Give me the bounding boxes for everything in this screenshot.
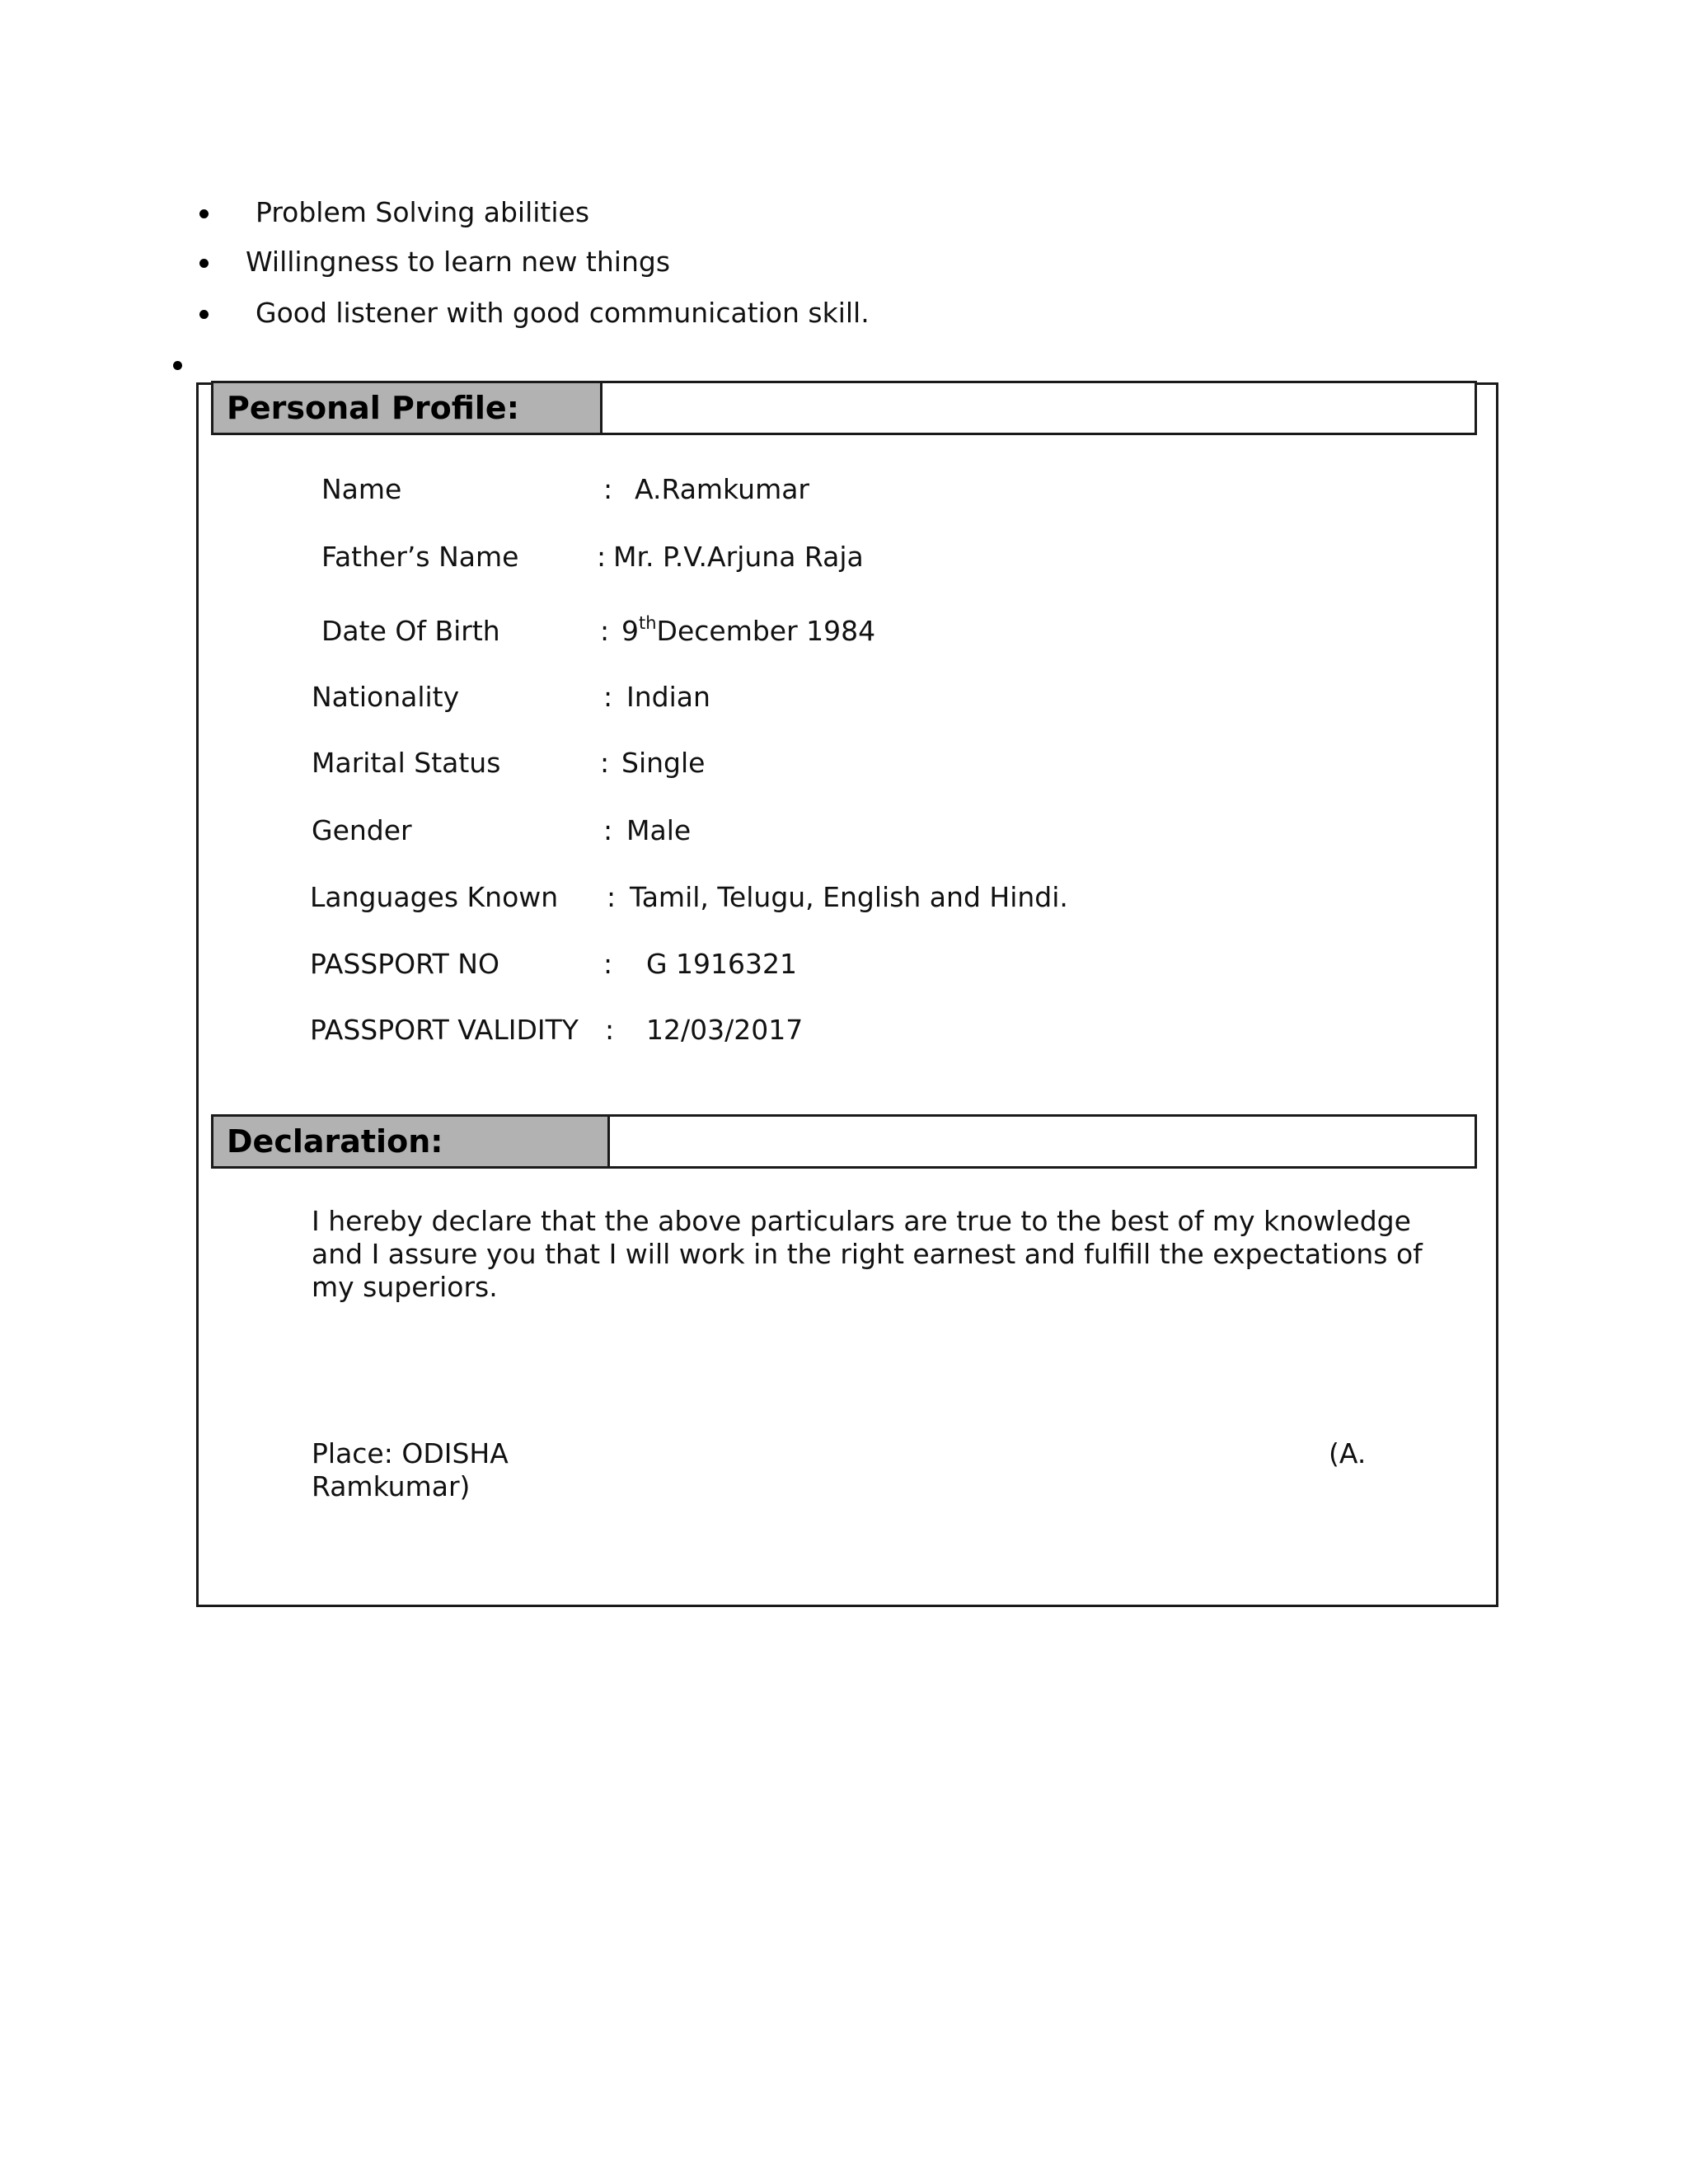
field-separator: : [600, 615, 610, 647]
field-separator: : [605, 1014, 615, 1046]
field-label: PASSPORT NO [310, 948, 499, 980]
personal-profile-header [211, 381, 1477, 435]
field-value: Indian [626, 681, 710, 713]
field-label: Languages Known [310, 881, 559, 913]
header-empty-cell [603, 383, 1475, 433]
declaration-header [211, 1114, 1477, 1169]
field-value: 12/03/2017 [646, 1014, 804, 1046]
field-separator: : [603, 473, 613, 505]
bullet-icon [199, 259, 209, 268]
bullet-icon [199, 310, 209, 319]
declaration-line: my superiors. [312, 1271, 498, 1303]
header-empty-cell [610, 1117, 1475, 1166]
field-value: Tamil, Telugu, English and Hindi. [630, 881, 1068, 913]
field-value: G 1916321 [646, 948, 798, 980]
signature-name-end: Ramkumar) [312, 1470, 471, 1502]
skill-item: Willingness to learn new things [246, 246, 671, 278]
personal-profile-heading: Personal Profile: [213, 383, 603, 433]
declaration-line: I hereby declare that the above particulars are true to the best of my knowledge [312, 1205, 1411, 1237]
dob-day: 9 [621, 615, 639, 647]
signature-name-start: (A. [1329, 1437, 1367, 1469]
field-label: Name [321, 473, 402, 505]
bullet-icon [173, 361, 182, 370]
bullet-icon [199, 209, 209, 218]
field-separator: : [603, 948, 613, 980]
field-separator: : [607, 881, 617, 913]
declaration-line: and I assure you that I will work in the right earnest and fulfill the expectations of [312, 1238, 1423, 1270]
field-label: Date Of Birth [321, 615, 500, 647]
dob-month-year: December 1984 [656, 615, 876, 647]
field-label: Gender [312, 814, 412, 846]
field-separator: : [597, 541, 607, 573]
place-label: Place: ODISHA [312, 1437, 509, 1469]
field-value: Mr. P.V.Arjuna Raja [613, 541, 864, 573]
dob-ordinal: th [639, 613, 657, 633]
declaration-heading: Declaration: [213, 1117, 610, 1166]
field-label: Father’s Name [321, 541, 519, 573]
field-label: PASSPORT VALIDITY [310, 1014, 579, 1046]
field-label: Marital Status [312, 747, 501, 779]
skill-item: Good listener with good communication skill. [256, 297, 870, 329]
skill-item: Problem Solving abilities [256, 196, 590, 228]
field-value [621, 615, 875, 648]
field-label: Nationality [312, 681, 460, 713]
field-value: Male [626, 814, 692, 846]
field-value: Single [621, 747, 706, 779]
field-value: A.Ramkumar [635, 473, 810, 505]
field-separator: : [603, 681, 613, 713]
field-separator: : [600, 747, 610, 779]
field-separator: : [603, 814, 613, 846]
